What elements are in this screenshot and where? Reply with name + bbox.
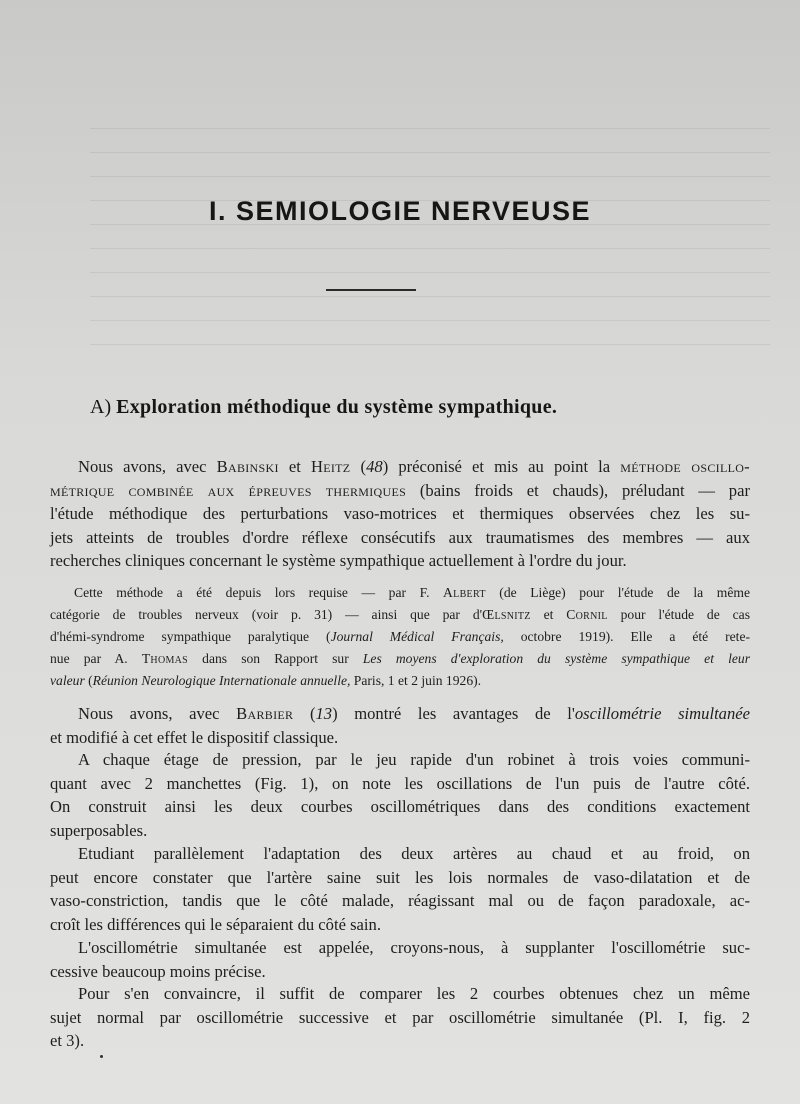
p3-line-1: A chaque étage de pression, par le jeu rapide d'un robinet à trois voies communi- xyxy=(78,750,750,769)
p4-line-1: Etudiant parallèlement l'adaptation des deux artères au chaud et au froid, on xyxy=(78,844,750,863)
note-line-1: Cette méthode a été depuis lors requise — par F. Albert (de Liège) pour l'étude de la même xyxy=(74,585,750,600)
title-rule xyxy=(326,289,416,291)
paragraph-adaptation xyxy=(50,842,750,936)
show-through-text xyxy=(90,110,770,350)
p5-line-2: cessive beaucoup moins précise. xyxy=(50,961,266,981)
p6-line-2: sujet normal par oscillométrie successive et par oscillométrie simultanée (Pl. I, fig. 2 xyxy=(50,1007,750,1027)
p3-line-3: On construit ainsi les deux courbes oscillométriques dans des conditions exactement xyxy=(50,797,750,816)
speck-mark xyxy=(100,1055,103,1058)
note-line-5: valeur (Réunion Neurologique Internationale annuelle, Paris, 1 et 2 juin 1926). xyxy=(50,673,482,688)
paragraph-barbier xyxy=(50,702,750,749)
footnote-block xyxy=(50,582,750,692)
chapter-title: I. SEMIOLOGIE NERVEUSE xyxy=(208,196,592,226)
section-title: Exploration méthodique du système sympathique. xyxy=(116,396,558,418)
paragraph-pression xyxy=(50,748,750,842)
p4-line-2: peut encore constater que l'artère saine suit les lois normales de vaso-dilatation et de xyxy=(50,867,750,887)
p6-line-1: Pour s'en convaincre, il suffit de comparer les 2 courbes obtenues chez un même xyxy=(78,984,750,1003)
paragraph-convaincre xyxy=(50,982,750,1053)
p5-line-1: L'oscillométrie simultanée est appelée, croyons-nous, à supplanter l'oscillométrie suc- xyxy=(78,938,750,957)
p1-line-1: Nous avons, avec Babinski et Heitz (48) préconisé et mis au point la méthode oscillo- xyxy=(78,457,751,476)
p3-line-4: superposables. xyxy=(50,820,148,840)
paragraph-method xyxy=(50,455,750,573)
p2-line-2: et modifié à cet effet le dispositif classique. xyxy=(50,727,339,747)
paragraph-simultanee xyxy=(50,936,750,983)
p4-line-3: vaso-constriction, tandis que le côté malade, réagissant mal ou de façon paradoxale, ac- xyxy=(50,891,750,910)
p1-line-5: recherches cliniques concernant le système sympathique actuellement à l'ordre du jour. xyxy=(50,551,627,570)
section-letter: A) xyxy=(90,396,112,418)
section-heading xyxy=(90,396,770,419)
note-line-2: catégorie de troubles nerveux (voir p. 31) — ainsi que par d'Œlsnitz et Cornil pour l'étude de cas xyxy=(50,607,750,622)
p1-line-4: jets atteints de troubles d'ordre réflexe consécutifs aux traumatismes des membres — aux xyxy=(50,527,750,547)
p1-line-3: l'étude méthodique des perturbations vaso-motrices et thermiques observées chez les su- xyxy=(50,504,750,523)
p1-line-2: métrique combinée aux épreuves thermiques (bains froids et chauds), préludant — par xyxy=(50,480,750,500)
p6-line-3: et 3). xyxy=(50,1031,85,1050)
p3-line-2: quant avec 2 manchettes (Fig. 1), on note les oscillations de l'un puis de l'autre côté. xyxy=(50,773,750,793)
note-line-4: nue par A. Thomas dans son Rapport sur Les moyens d'exploration du système sympathique et leur xyxy=(50,651,751,666)
p4-line-4: croît les différences qui le séparaient du côté sain. xyxy=(50,914,381,934)
note-line-3: d'hémi-syndrome sympathique paralytique (Journal Médical Français, octobre 1919). Elle a été rete- xyxy=(50,629,751,644)
p2-line-1: Nous avons, avec Barbier (13) montré les avantages de l'oscillométrie simultanée xyxy=(78,704,750,723)
